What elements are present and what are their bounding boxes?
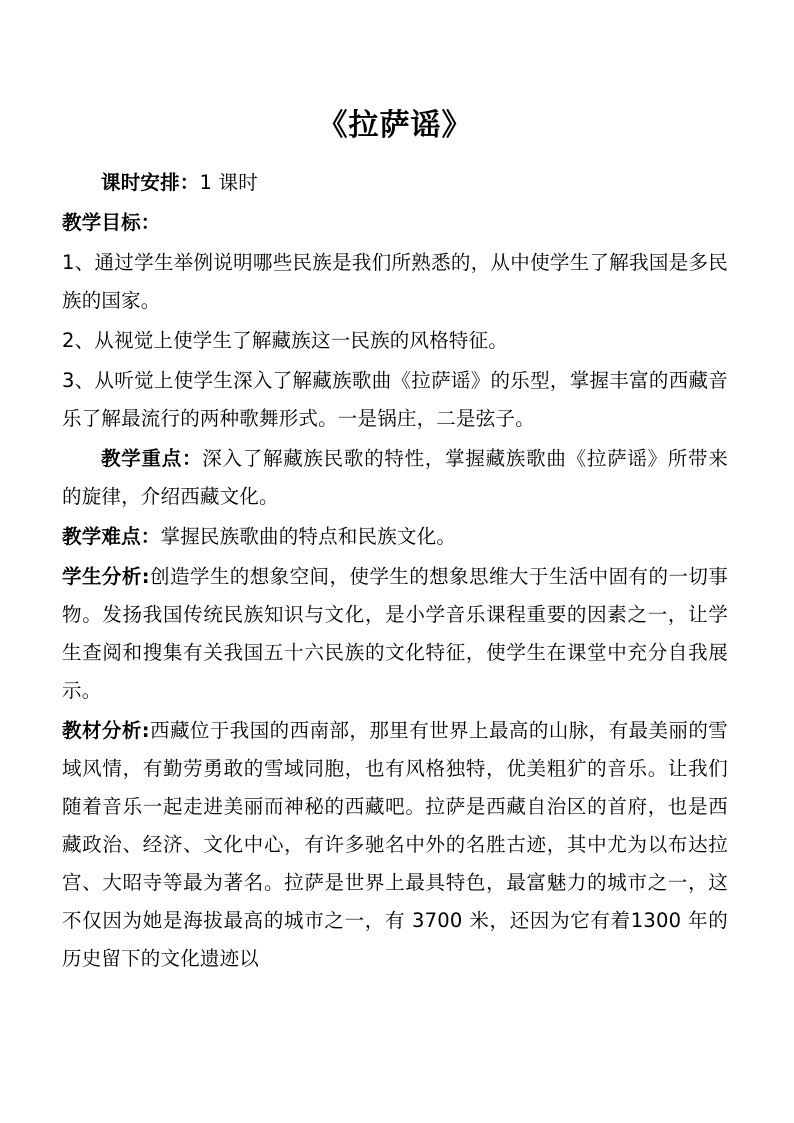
label-material-analysis: 教材分析: <box>62 719 150 742</box>
page-title: 《拉萨谣》 <box>317 108 473 143</box>
text-class-hours: 1 课时 <box>199 171 258 194</box>
paragraph-objective-3 <box>62 362 728 438</box>
paragraph-teaching-difficulty <box>62 518 728 556</box>
text-objective-2: 2、从视觉上使学生了解藏族这一民族的风格特征。 <box>62 329 509 352</box>
paragraph-objective-1 <box>62 244 728 320</box>
paragraph-class-hours <box>62 164 728 202</box>
text-teaching-difficulty: 掌握民族歌曲的特点和民族文化。 <box>160 525 457 548</box>
text-student-analysis: 创造学生的想象空间，使学生的想象思维大于生活中固有的一切事物。发扬我国传统民族知识与文化，是小学音乐课程重要的因素之一，让学生查阅和搜集有关我国五十六民族的文化特征，使学生在课堂中充分自我展示。 <box>62 565 728 702</box>
paragraph-objective-2 <box>62 322 728 360</box>
label-teaching-difficulty: 教学难点： <box>62 525 161 548</box>
paragraph-material-analysis <box>62 712 728 978</box>
label-teaching-objectives: 教学目标： <box>62 211 161 234</box>
paragraph-student-analysis <box>62 558 728 710</box>
text-objective-3: 3、从听觉上使学生深入了解藏族歌曲《拉萨谣》的乐型，掌握丰富的西藏音乐了解最流行的两种歌舞形式。一是锅庄，二是弦子。 <box>62 369 728 430</box>
label-class-hours: 课时安排： <box>101 171 200 194</box>
text-teaching-focus: 深入了解藏族民歌的特性，掌握藏族歌曲《拉萨谣》所带来的旋律，介绍西藏文化。 <box>62 447 728 508</box>
label-teaching-focus: 教学重点： <box>101 447 203 470</box>
text-objective-1: 1、通过学生举例说明哪些民族是我们所熟悉的，从中使学生了解我国是多民族的国家。 <box>62 251 728 312</box>
paragraph-teaching-objectives-heading <box>62 204 728 242</box>
paragraph-teaching-focus <box>62 440 728 516</box>
label-student-analysis: 学生分析: <box>62 565 150 588</box>
text-material-analysis: 西藏位于我国的西南部，那里有世界上最高的山脉，有最美丽的雪域风情，有勤劳勇敢的雪域同胞，也有风格独特，优美粗犷的音乐。让我们随着音乐一起走进美丽而神秘的西藏吧。拉萨是西藏自治区的首府，也是西藏政治、经济、文化中心，有许多驰名中外的名胜古迹，其中尤为以布达拉宫、大昭寺等最为著名。拉萨是世界上最具特色，最富魅力的城市之一，这不仅因为她是海拔最高的城市之一，有 3700 米，还因为它有着1300 年的历史留下的文化遗迹以 <box>62 719 728 970</box>
